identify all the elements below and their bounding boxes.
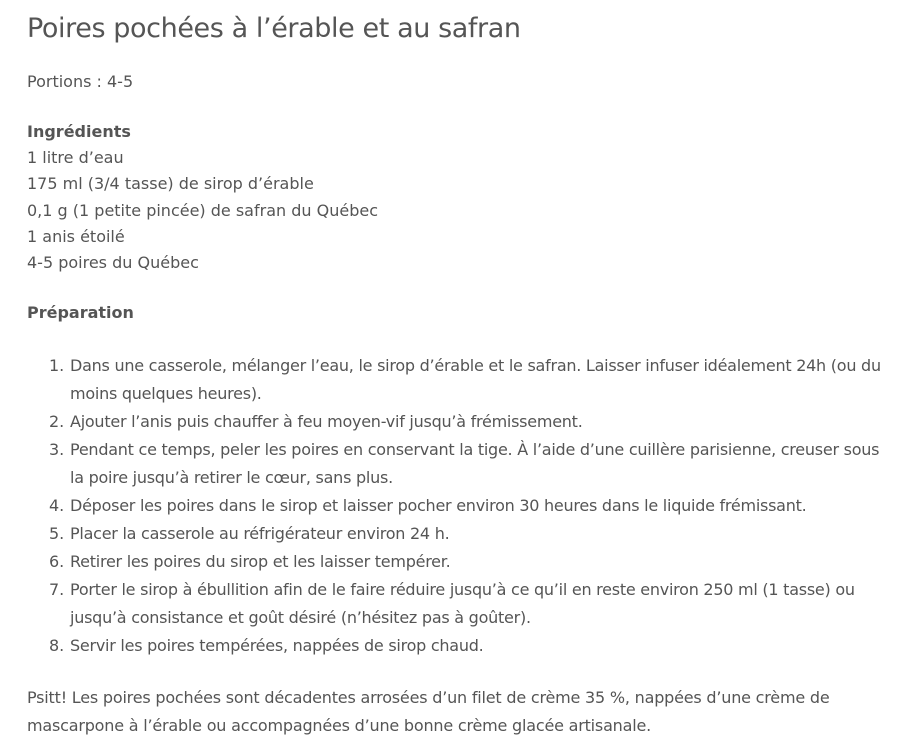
- ingredient-item: 175 ml (3/4 tasse) de sirop d’érable: [27, 174, 314, 194]
- step-item: [27, 436, 895, 492]
- preparation-heading: Préparation: [27, 303, 134, 322]
- recipe-title: Poires pochées à l’érable et au safran: [27, 13, 521, 44]
- step-item: [27, 548, 895, 576]
- step-number: 2.: [49, 412, 65, 431]
- step-item: [27, 352, 895, 408]
- step-text: Placer la casserole au réfrigérateur environ 24 h.: [70, 524, 450, 543]
- serving-note: Psitt! Les poires pochées sont décadentes arrosées d’un filet de crème 35 %, nappées d’une crème de mascarpone à l’érable ou accompagnées d’une bonne crème glacée artisanale.: [27, 688, 830, 735]
- ingredients-heading: Ingrédients: [27, 122, 131, 141]
- step-text: Pendant ce temps, peler les poires en conservant la tige. À l’aide d’une cuillère parisienne, creuser sous la poire jusqu’à retirer le cœur, sans plus.: [70, 440, 880, 487]
- ingredients-list: [27, 145, 378, 276]
- step-text: Dans une casserole, mélanger l’eau, le sirop d’érable et le safran. Laisser infuser idéalement 24h (ou du moins quelques heures).: [70, 356, 881, 403]
- step-item: [27, 632, 895, 660]
- step-item: [27, 492, 895, 520]
- step-text: Déposer les poires dans le sirop et laisser pocher environ 30 heures dans le liquide frémissant.: [70, 496, 807, 515]
- ingredient-item: 1 anis étoilé: [27, 226, 125, 246]
- portions-text: Portions : 4-5: [27, 72, 134, 91]
- step-number: 6.: [49, 552, 65, 571]
- step-item: [27, 576, 895, 632]
- step-text: Ajouter l’anis puis chauffer à feu moyen-vif jusqu’à frémissement.: [70, 412, 583, 431]
- step-number: 4.: [49, 496, 65, 515]
- step-text: Retirer les poires du sirop et les laisser tempérer.: [70, 552, 451, 571]
- ingredient-item: 0,1 g (1 petite pincée) de safran du Québec: [27, 200, 378, 220]
- step-number: 5.: [49, 524, 65, 543]
- step-number: 8.: [49, 636, 65, 655]
- preparation-steps: [27, 352, 895, 660]
- step-item: [27, 408, 895, 436]
- ingredient-item: 4-5 poires du Québec: [27, 253, 199, 273]
- step-number: 3.: [49, 440, 65, 459]
- step-text: Servir les poires tempérées, nappées de sirop chaud.: [70, 636, 484, 655]
- step-item: [27, 520, 895, 548]
- ingredient-item: 1 litre d’eau: [27, 148, 124, 167]
- step-text: Porter le sirop à ébullition afin de le faire réduire jusqu’à ce qu’il en reste environ 250 ml (1 tasse) ou jusqu’à consistance et goût désiré (n’hésitez pas à goûter).: [70, 580, 855, 627]
- step-number: 7.: [49, 580, 65, 599]
- step-number: 1.: [49, 356, 65, 375]
